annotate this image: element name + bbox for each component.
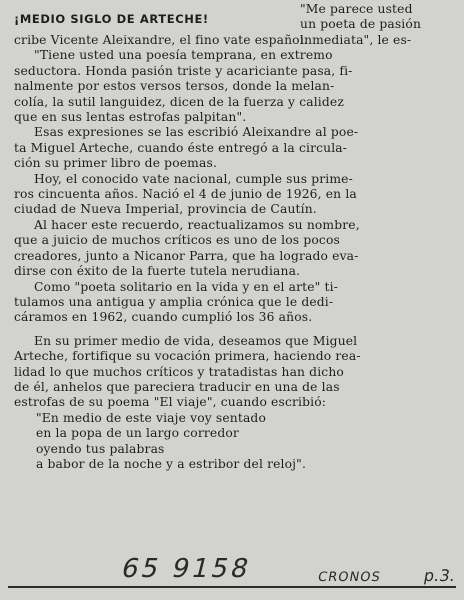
article-text-line: colía, la sutil languidez, dicen de la fuerza y calidez (14, 94, 344, 109)
article-text-line: de él, anhelos que pareciera traducir en una de las (14, 379, 340, 394)
poem-verse-line: a babor de la noche y a estribor del reloj". (36, 456, 307, 471)
article-text-line: Como "poeta solitario en la vida y en el arte" ti- (34, 279, 339, 294)
article-text-line: que a juicio de muchos críticos es uno de los pocos (14, 233, 340, 248)
article-text-line: Arteche, fortifique su vocación primera, haciendo rea- (14, 349, 361, 364)
opening-quote-line: inmediata", le es- (300, 32, 412, 47)
article-text-line: ta Miguel Arteche, cuando éste entregó a la circula- (14, 140, 348, 155)
article-text-line: ciudad de Nueva Imperial, provincia de Cautín. (14, 202, 317, 217)
article-text-line: ros cincuenta años. Nació el 4 de junio de 1926, en la (14, 187, 357, 202)
opening-quote-line: "Me parece usted (300, 2, 413, 16)
article-text-line: En su primer medio de vida, deseamos que Miguel (34, 333, 358, 348)
article-text-line: ción su primer libro de poemas. (14, 156, 217, 171)
article-text-line: seductora. Honda pasión triste y acariciante pasa, fi- (14, 63, 353, 78)
article-title: ¡MEDIO SIGLO DE ARTECHE! (14, 12, 209, 26)
article-text-line: lidad lo que muchos críticos y tratadistas han dicho (14, 364, 344, 379)
poem-verse-line: "En medio de este viaje voy sentado (36, 410, 267, 425)
article-text-line: creadores, junto a Nicanor Parra, que ha logrado eva- (14, 248, 359, 263)
article-text-line: Esas expresiones se las escribió Aleixandre al poe- (34, 125, 359, 140)
article-text-line: nalmente por estos versos tersos, donde la melan- (14, 79, 335, 94)
poem-verse-line: oyendo tus palabras (36, 441, 165, 456)
article-text-line: "Tiene usted una poesía temprana, en extremo (34, 48, 333, 63)
article-text-line: Al hacer este recuerdo, reactualizamos su nombre, (34, 217, 360, 232)
article-text-line: cáramos en 1962, cuando cumplió los 36 años. (14, 310, 313, 325)
article-text-line: dirse con éxito de la fuerte tutela nerudiana. (14, 264, 301, 279)
poem-verse-line: en la popa de un largo corredor (36, 426, 239, 441)
article-text-line: cribe Vicente Aleixandre, el fino vate español. (14, 33, 308, 47)
article-text-line: que en sus lentas estrofas palpitan". (14, 110, 247, 125)
footer-divider (8, 586, 456, 588)
article-text-line: Hoy, el conocido vate nacional, cumple sus prime- (34, 171, 353, 186)
article-text-line: estrofas de su poema "El viaje", cuando escribió: (14, 395, 327, 410)
paragraph-gap (14, 326, 454, 334)
article-text-line: tulamos una antigua y amplia crónica que le dedi- (14, 294, 334, 309)
handwritten-catalog-number: 65 9158 (118, 554, 255, 584)
handwritten-page: p.3. (422, 566, 457, 585)
handwritten-source: CRONOS (316, 570, 382, 585)
opening-quote-line: un poeta de pasión (300, 17, 422, 32)
article-body (14, 33, 454, 472)
